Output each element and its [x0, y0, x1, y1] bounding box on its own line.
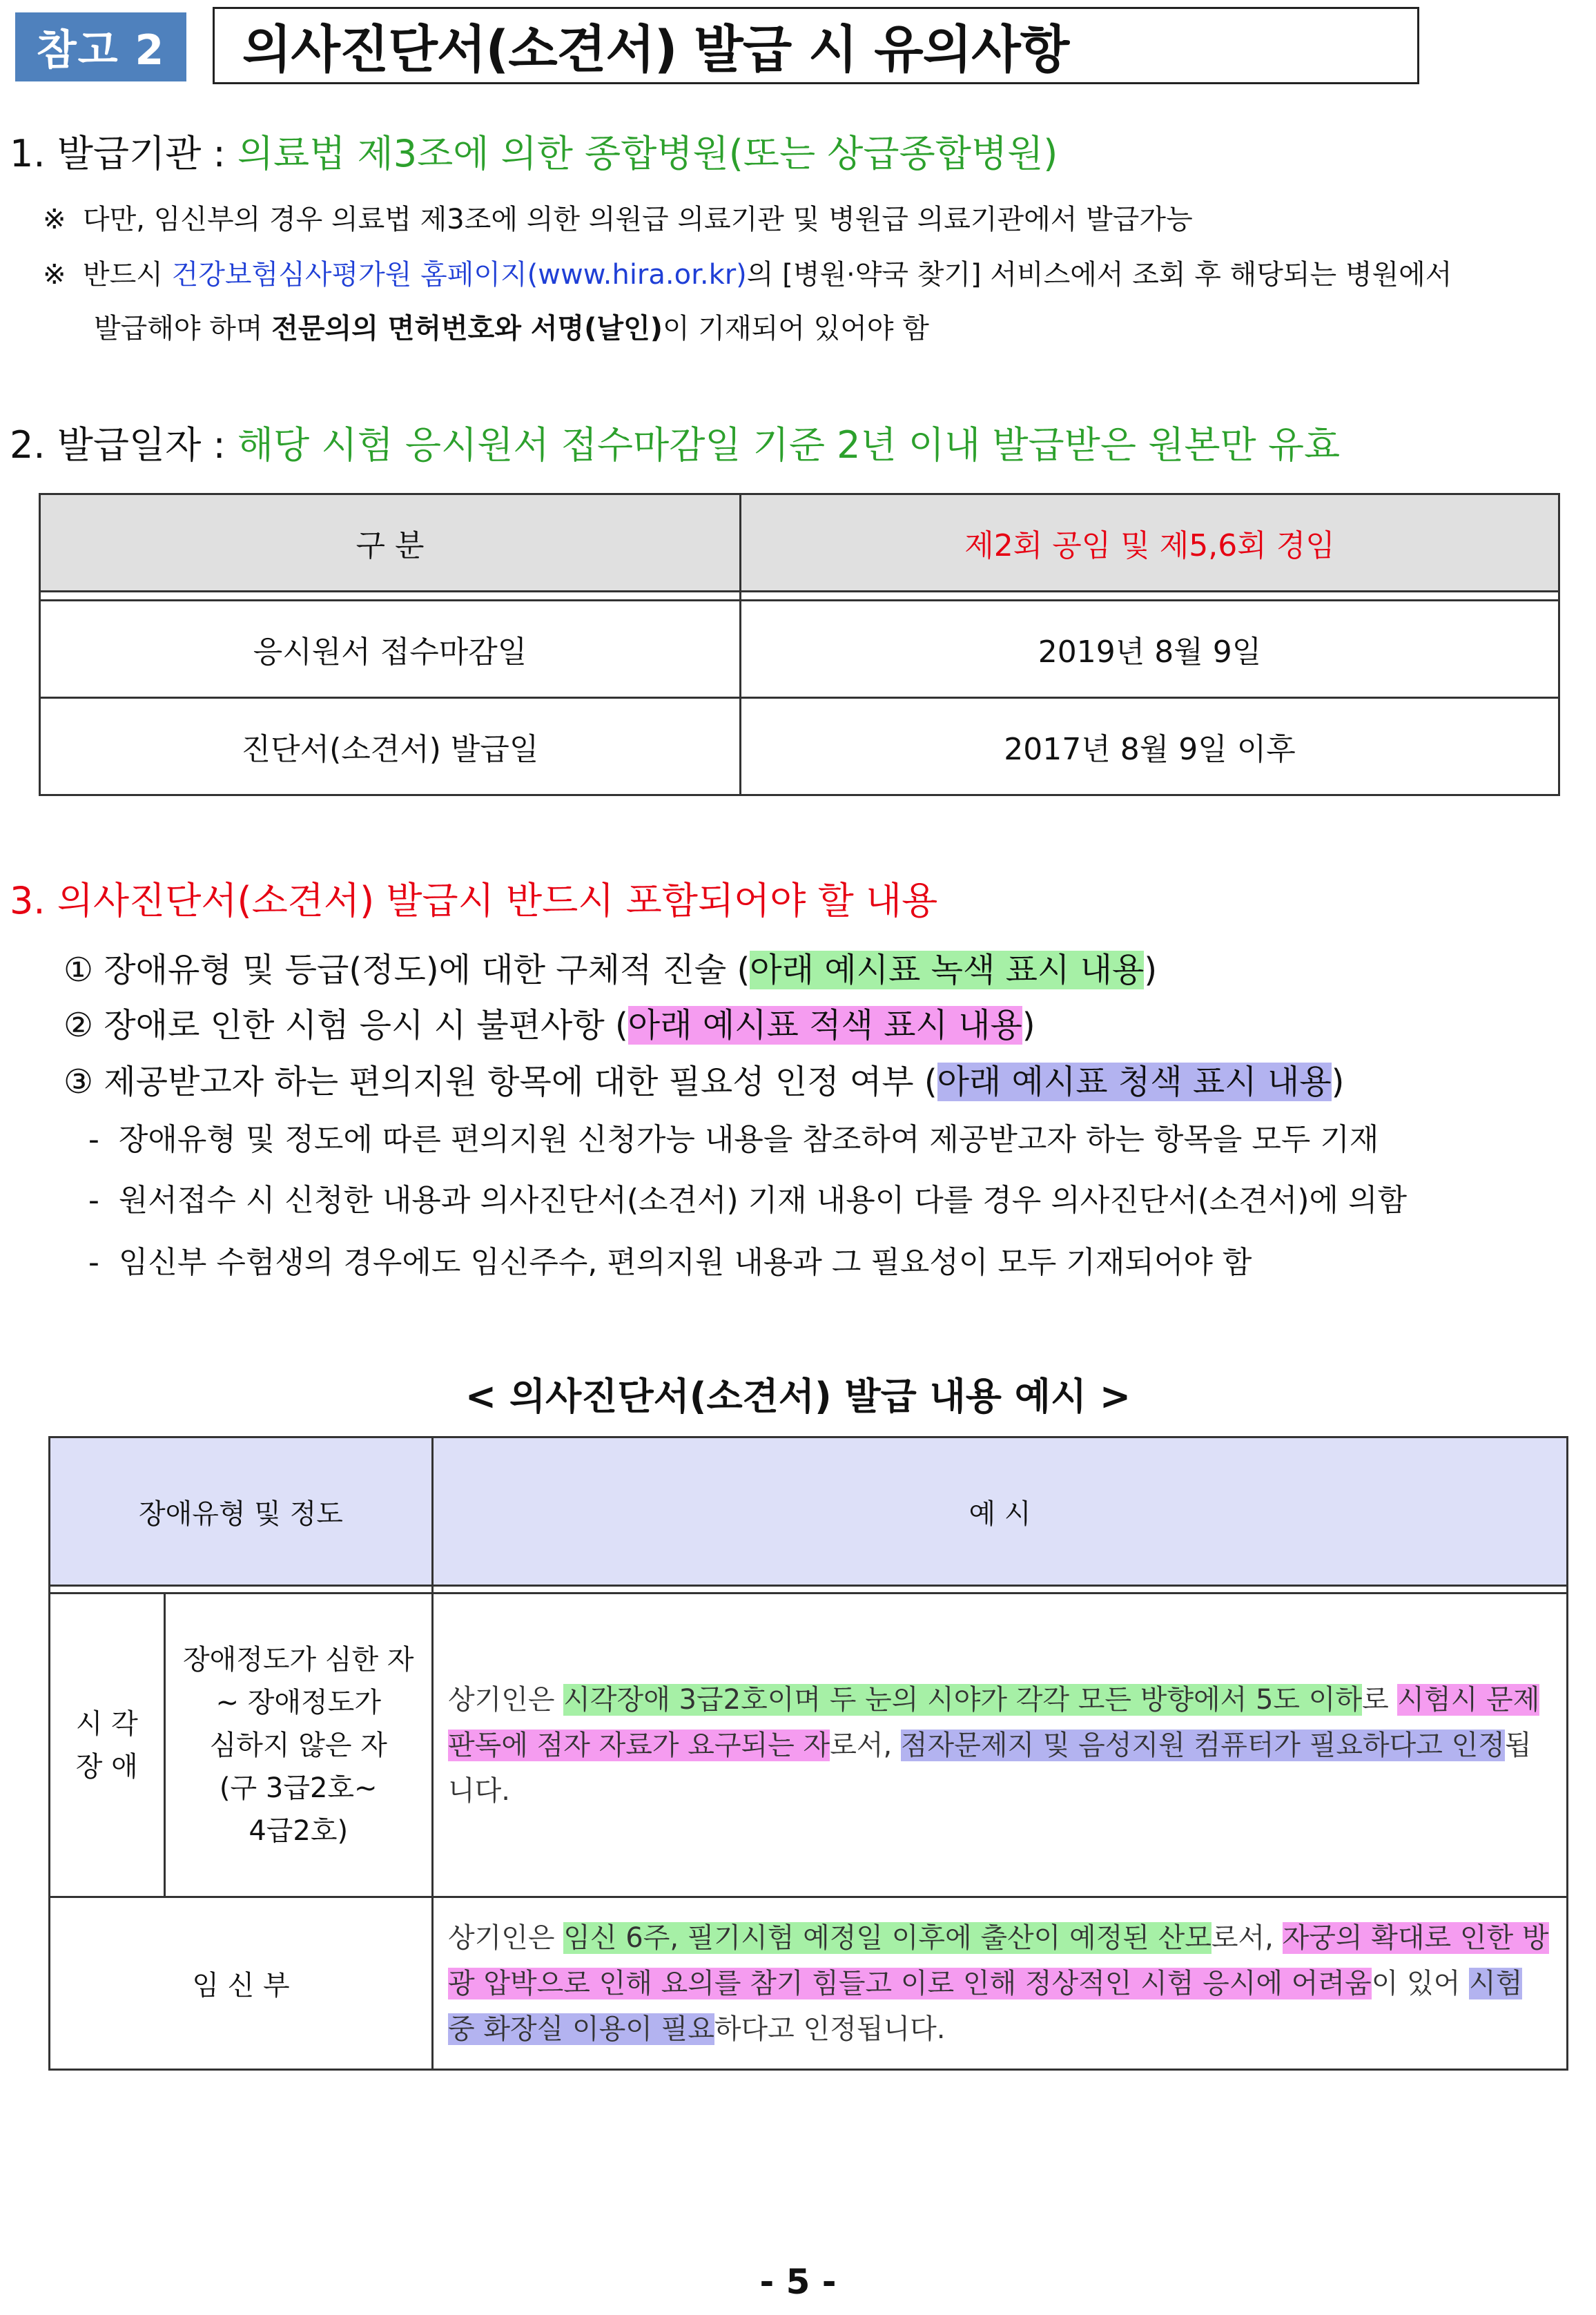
note1-text: 다만, 임신부의 경우 의료법 제3조에 의한 의원급 의료기관 및 병원급 의료기관에서 발급가능 — [83, 204, 1193, 235]
item-number: ① — [64, 951, 94, 989]
item-text: 장애로 인한 시험 응시 시 불편사항 — [104, 1006, 605, 1045]
table-row — [40, 698, 1559, 795]
issue-date-table — [39, 493, 1560, 796]
hira-link[interactable]: 건강보험심사평가원 홈페이지(www.hira.or.kr) — [171, 259, 747, 291]
note-mark: ※ — [43, 259, 66, 291]
bullet-2 — [88, 1175, 1407, 1219]
section1-label: 발급기관 : — [57, 132, 226, 175]
section1-value: 의료법 제3조에 의한 종합병원(또는 상급종합병원) — [237, 132, 1058, 175]
section2-label: 발급일자 : — [57, 423, 226, 467]
section2-value: 해당 시험 응시원서 접수마감일 기준 2년 이내 발급받은 원본만 유효 — [237, 423, 1341, 467]
table-row — [40, 601, 1559, 698]
example-degree-visual: 장애정도가 심한 자 ~ 장애정도가 심하지 않은 자 (구 3급2호~ 4급2호) — [164, 1594, 433, 1897]
sample-highlight-red: 자궁의 확대로 인한 방광 압박으로 인해 요의를 참기 힘들고 이로 인해 정상적인 시험 응시에 어려움 — [448, 1921, 1549, 1999]
sample-highlight-blue: 시험 중 화장실 이용이 필요 — [448, 1967, 1523, 2045]
note3-post: 이 기재되어 있어야 함 — [663, 313, 929, 345]
page-title-text: 의사진단서(소견서) 발급 시 유의사항 — [242, 20, 1069, 79]
note2-post: 의 [병원·약국 찾기] 서비스에서 조회 후 해당되는 병원에서 — [746, 259, 1452, 291]
bullet-1 — [88, 1114, 1379, 1159]
table-cell-label: 응시원서 접수마감일 — [40, 601, 741, 698]
note3-pre: 발급해야 하며 — [94, 313, 263, 345]
bullet-text: 임신부 수험생의 경우에도 임신주수, 편의지원 내용과 그 필요성이 모두 기재되어야 함 — [118, 1245, 1252, 1280]
table-cell-value: 2019년 8월 9일 — [741, 601, 1559, 698]
example-row-pregnant — [50, 1897, 1568, 2070]
bullet-3 — [88, 1237, 1252, 1281]
sample-text: 이 있어 — [1371, 1967, 1470, 1999]
example-sample-visual-text — [434, 1677, 1566, 1814]
item-note-green: 아래 예시표 녹색 표시 내용 — [750, 951, 1145, 989]
table-cell-label: 진단서(소견서) 발급일 — [40, 698, 741, 795]
sample-highlight-green: 임신 6주, 필기시험 예정일 이후에 출산이 예정된 산모 — [563, 1921, 1211, 1954]
example-type-pregnant: 임 신 부 — [50, 1897, 433, 2070]
bullet-text: 장애유형 및 정도에 따른 편의지원 신청가능 내용을 참조하여 제공받고자 하는 항목을 모두 기재 — [118, 1122, 1379, 1157]
sample-text: 됩니다. — [448, 1729, 1532, 1807]
section1-note3 — [94, 307, 929, 346]
section3-title: 의사진단서(소견서) 발급시 반드시 포함되어야 할 내용 — [57, 879, 938, 922]
section3-number: 3. — [10, 879, 46, 922]
sample-text: 로서, — [830, 1729, 901, 1761]
section1-note1 — [43, 197, 1193, 237]
example-sample-visual — [433, 1594, 1568, 1897]
example-header-type: 장애유형 및 정도 — [50, 1437, 433, 1586]
sample-highlight-green: 시각장애 3급2호이며 두 눈의 시야가 각각 모든 방향에서 5도 이하 — [563, 1683, 1363, 1716]
section1-heading — [10, 124, 1058, 177]
table-header-row — [40, 494, 1559, 592]
section2-number: 2. — [10, 423, 46, 467]
requirement-item-2: ② 장애로 인한 시험 응시 시 불편사항 (아래 예시표 적색 표시 내용) — [64, 1006, 1035, 1045]
sample-text: 로서, — [1211, 1921, 1283, 1954]
example-type-visual: 시 각 장 애 — [50, 1594, 165, 1897]
table-header-exam: 제2회 공임 및 제5,6회 경임 — [741, 494, 1559, 592]
item-number: ② — [64, 1006, 94, 1045]
table-cell-value: 2017년 8월 9일 이후 — [741, 698, 1559, 795]
item-number: ③ — [64, 1063, 94, 1101]
example-sample-pregnant — [433, 1897, 1568, 2070]
section3-heading — [10, 871, 937, 924]
example-row-visual — [50, 1594, 1568, 1897]
item-text: 장애유형 및 등급(정도)에 대한 구체적 진술 — [104, 951, 727, 989]
bullet-mark: - — [88, 1183, 99, 1218]
section1-note2 — [43, 253, 1452, 292]
bullet-mark: - — [88, 1245, 99, 1280]
example-header-row — [50, 1437, 1568, 1586]
section2-heading — [10, 416, 1340, 469]
section1-number: 1. — [10, 132, 46, 175]
item-text: 제공받고자 하는 편의지원 항목에 대한 필요성 인정 여부 — [104, 1063, 914, 1101]
item-note-red: 아래 예시표 적색 표시 내용 — [627, 1006, 1022, 1045]
note2-pre: 반드시 — [83, 259, 163, 291]
page-number: - 5 - — [759, 2262, 837, 2302]
example-title: < 의사진단서(소견서) 발급 내용 예시 > — [465, 1375, 1131, 1418]
bullet-text: 원서접수 시 신청한 내용과 의사진단서(소견서) 기재 내용이 다를 경우 의사진단서(소견서)에 의함 — [118, 1183, 1408, 1218]
note-mark: ※ — [43, 204, 66, 235]
sample-highlight-red: 시험시 문제 판독에 점자 자료가 요구되는 자 — [448, 1683, 1540, 1761]
sample-text: 상기인은 — [448, 1683, 564, 1716]
sample-text: 로 — [1362, 1683, 1398, 1716]
requirement-item-3: ③ 제공받고자 하는 편의지원 항목에 대한 필요성 인정 여부 (아래 예시표 청색 표시 내용) — [64, 1063, 1345, 1101]
sample-highlight-blue: 점자문제지 및 음성지원 컴퓨터가 필요하다고 인정 — [900, 1729, 1505, 1761]
example-spacer — [50, 1586, 1568, 1594]
note3-bold: 전문의의 면허번호와 서명(날인) — [271, 313, 663, 345]
sample-text: 하다고 인정됩니다. — [714, 2013, 946, 2045]
example-sample-pregnant-text — [434, 1915, 1566, 2052]
requirement-item-1: ① 장애유형 및 등급(정도)에 대한 구체적 진술 (아래 예시표 녹색 표시 내용) — [64, 951, 1158, 989]
page-title — [213, 7, 1419, 84]
item-note-blue: 아래 예시표 청색 표시 내용 — [937, 1063, 1332, 1101]
example-table — [48, 1436, 1568, 2071]
table-header-category: 구 분 — [40, 494, 741, 592]
reference-badge: 참고 2 — [15, 12, 186, 81]
sample-text: 상기인은 — [448, 1921, 564, 1954]
table-spacer — [40, 592, 1559, 601]
example-header-sample: 예 시 — [433, 1437, 1568, 1586]
bullet-mark: - — [88, 1122, 99, 1157]
